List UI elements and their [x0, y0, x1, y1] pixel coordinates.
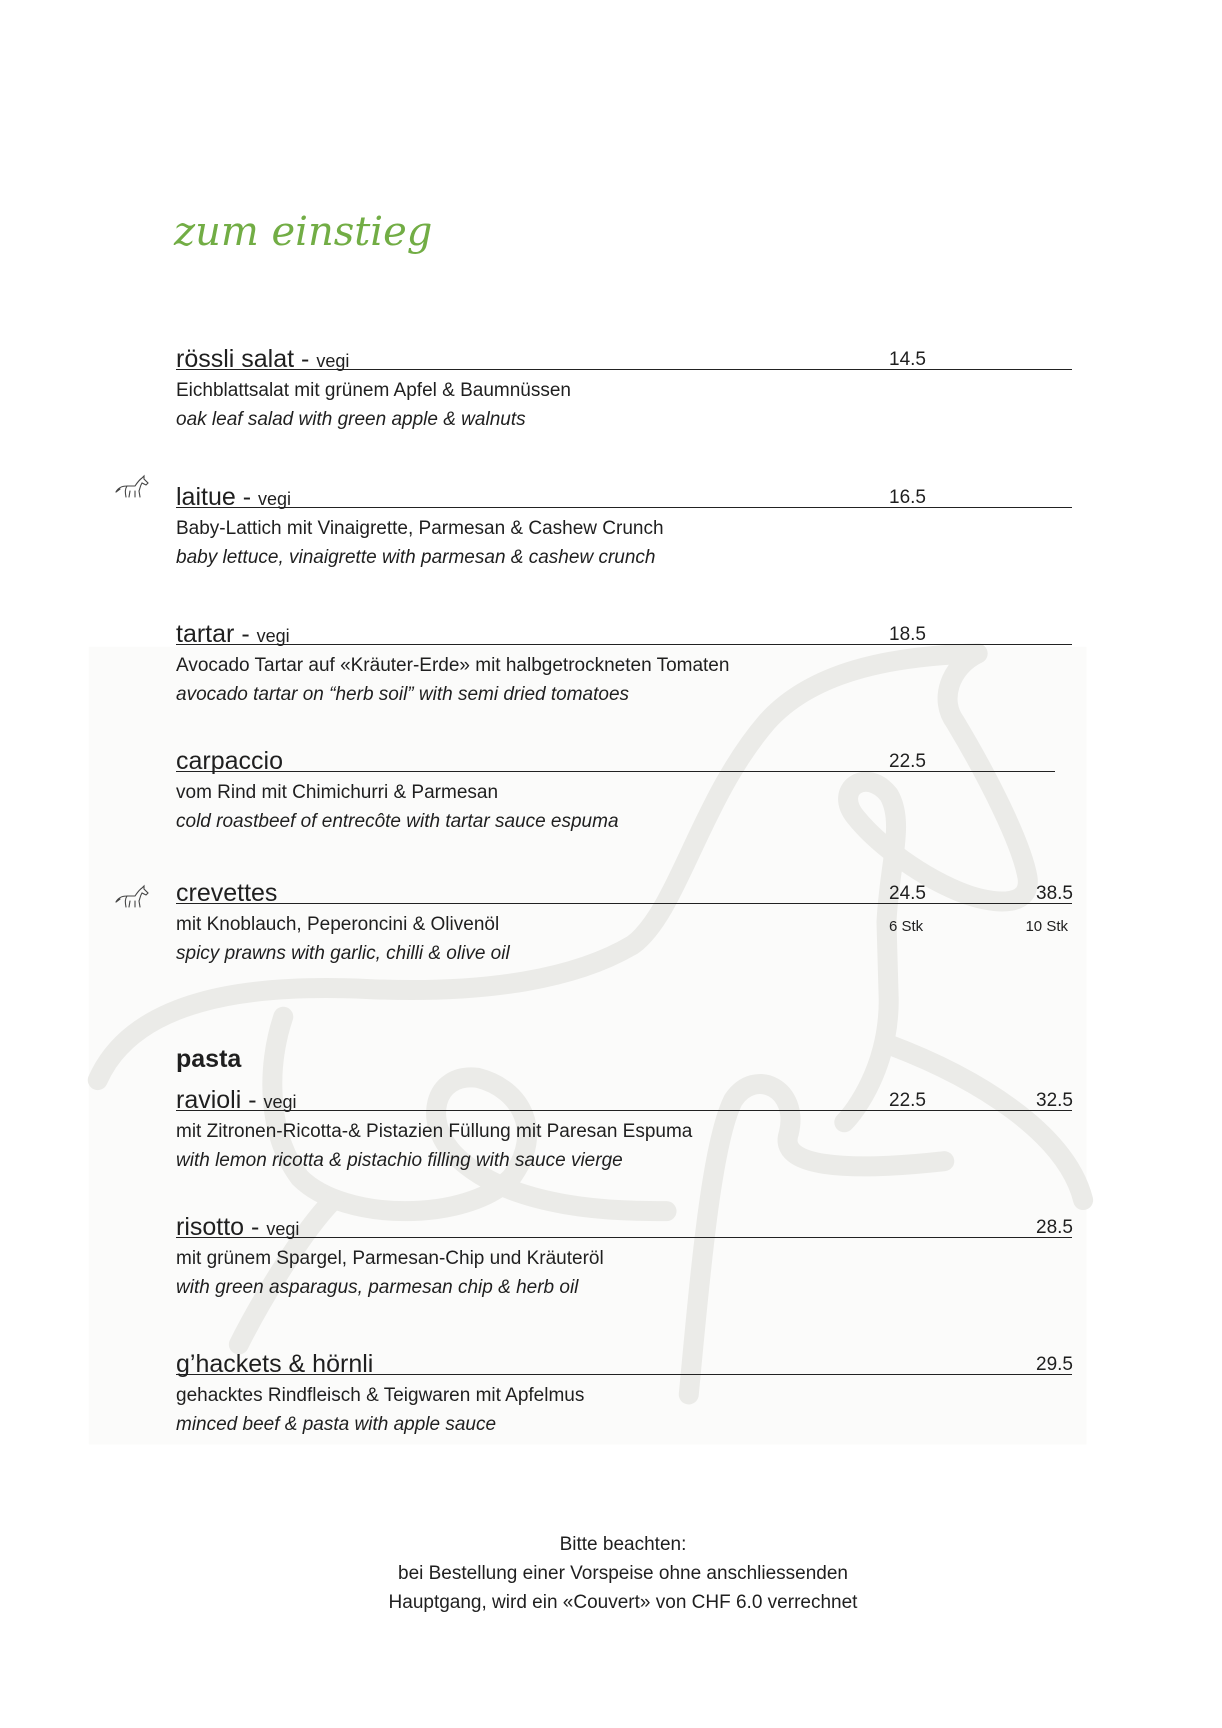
notice-heading: Bitte beachten:	[559, 1534, 687, 1555]
menu-item	[176, 610, 1072, 709]
item-price-second: 29.5	[1036, 1354, 1073, 1375]
item-description	[176, 778, 1055, 836]
item-tag: vegi	[256, 626, 290, 646]
item-separator: -	[251, 1213, 260, 1241]
item-name-row	[176, 1352, 373, 1377]
item-description-de: Avocado Tartar auf «Kräuter-Erde» mit halbgetrockneten Tomaten	[176, 655, 730, 676]
horse-icon	[113, 884, 151, 910]
item-tag: vegi	[263, 1092, 297, 1112]
item-description	[176, 1117, 1072, 1175]
item-price: 22.5	[889, 751, 926, 772]
item-description-de: mit Zitronen-Ricotta-& Pistazien Füllung mit Paresan Espuma	[176, 1121, 693, 1142]
item-name: g’hackets & hörnli	[176, 1350, 374, 1378]
menu-item	[176, 473, 1072, 572]
menu-item	[176, 869, 1072, 968]
item-name-row	[176, 881, 277, 906]
item-price: 18.5	[889, 624, 926, 645]
item-tag: vegi	[266, 1219, 300, 1239]
item-description	[176, 651, 1072, 709]
item-description-de: vom Rind mit Chimichurri & Parmesan	[176, 782, 499, 803]
item-description-en: oak leaf salad with green apple & walnuts	[176, 409, 526, 430]
item-price: 16.5	[889, 487, 926, 508]
section-title: zum einstieg	[174, 209, 433, 255]
item-description	[176, 910, 1072, 968]
item-description-de: mit grünem Spargel, Parmesan-Chip und Kräuteröl	[176, 1248, 604, 1269]
item-price-second: 32.5	[1036, 1090, 1073, 1111]
item-name: risotto	[176, 1213, 245, 1241]
item-description-en: avocado tartar on “herb soil” with semi dried tomatoes	[176, 684, 630, 705]
item-description-de: Baby-Lattich mit Vinaigrette, Parmesan & Cashew Crunch	[176, 518, 664, 539]
notice-line: bei Bestellung einer Vorspeise ohne anschliessenden	[398, 1563, 848, 1584]
item-name-row	[176, 347, 349, 372]
menu-item	[176, 335, 1072, 434]
item-description	[176, 1244, 1072, 1302]
item-description-en: with green asparagus, parmesan chip & herb oil	[176, 1277, 579, 1298]
item-name-row	[176, 1088, 297, 1113]
item-name: carpaccio	[176, 747, 283, 775]
horse-icon	[113, 474, 151, 500]
item-description	[176, 376, 1072, 434]
item-price-second: 38.5	[1036, 883, 1073, 904]
notice-line: Hauptgang, wird ein «Couvert» von CHF 6.0 verrechnet	[388, 1592, 858, 1613]
item-header	[176, 737, 1055, 775]
item-name: laitue	[176, 483, 236, 511]
item-separator: -	[241, 620, 250, 648]
couvert-notice	[363, 1530, 883, 1617]
item-name-row	[176, 749, 283, 774]
item-header	[176, 473, 1072, 511]
item-tag: vegi	[258, 489, 292, 509]
item-name: ravioli	[176, 1086, 242, 1114]
item-description	[176, 1381, 1072, 1439]
item-description-en: minced beef & pasta with apple sauce	[176, 1414, 497, 1435]
item-description-de: mit Knoblauch, Peperoncini & Olivenöl	[176, 914, 500, 935]
item-quantity: 6 Stk	[889, 918, 924, 935]
item-description-en: baby lettuce, vinaigrette with parmesan & cashew crunch	[176, 547, 656, 568]
item-description-en: cold roastbeef of entrecôte with tartar sauce espuma	[176, 811, 619, 832]
item-tag: vegi	[316, 351, 350, 371]
item-header	[176, 869, 1073, 907]
item-name: crevettes	[176, 879, 278, 907]
item-separator: -	[248, 1086, 257, 1114]
item-name-row	[176, 1215, 299, 1240]
item-header	[176, 610, 1072, 648]
item-separator: -	[301, 345, 310, 373]
item-description	[176, 514, 1072, 572]
menu-item	[176, 737, 1055, 836]
menu-item	[176, 1340, 1072, 1439]
item-name-row	[176, 485, 291, 510]
item-quantity-second: 10 Stk	[1025, 918, 1068, 935]
item-price-second: 28.5	[1036, 1217, 1073, 1238]
section-heading-pasta: pasta	[176, 1045, 242, 1073]
item-price: 14.5	[889, 349, 926, 370]
item-separator: -	[242, 483, 252, 511]
item-price: 24.5	[889, 883, 926, 904]
item-header	[176, 1340, 1073, 1378]
item-description-en: spicy prawns with garlic, chilli & olive oil	[176, 943, 510, 964]
item-name: rössli salat	[176, 345, 295, 373]
item-description-de: gehacktes Rindfleisch & Teigwaren mit Apfelmus	[176, 1385, 585, 1406]
menu-item	[176, 1203, 1072, 1302]
item-header	[176, 335, 1072, 373]
item-price: 22.5	[889, 1090, 926, 1111]
item-header	[176, 1203, 1073, 1241]
menu-item	[176, 1076, 1072, 1175]
item-name-row	[176, 622, 290, 647]
item-header	[176, 1076, 1073, 1114]
item-description-en: with lemon ricotta & pistachio filling with sauce vierge	[176, 1150, 623, 1171]
item-name: tartar	[176, 620, 235, 648]
item-description-de: Eichblattsalat mit grünem Apfel & Baumnüssen	[176, 380, 571, 401]
